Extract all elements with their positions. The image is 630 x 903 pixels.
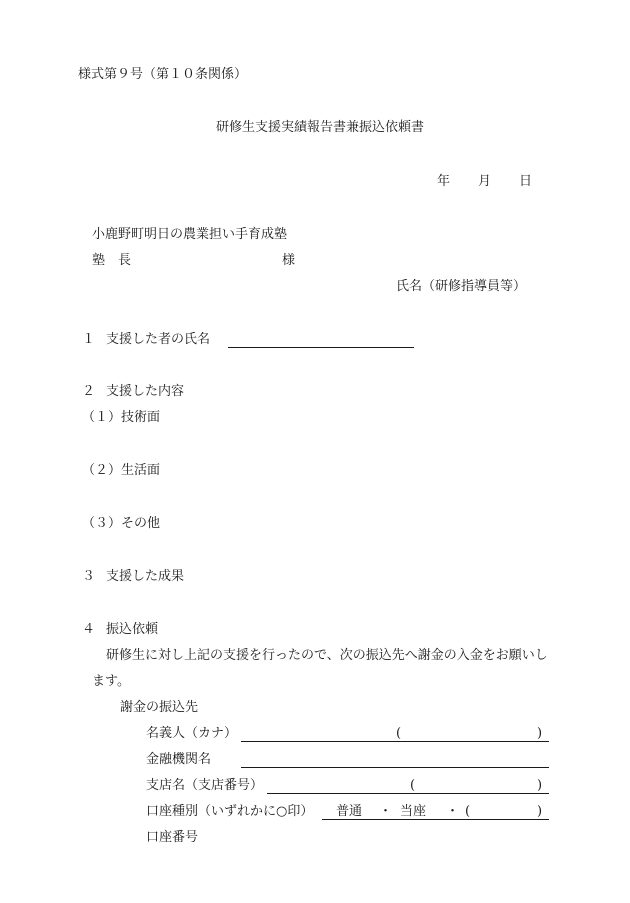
- section1-number: １: [82, 332, 96, 347]
- section1-label: 支援した者の氏名: [106, 332, 211, 347]
- date-year-label: 年: [437, 174, 451, 189]
- account-number-label: 口座番号: [146, 830, 199, 845]
- sender-name-label: 氏名（研修指導員等）: [396, 279, 527, 294]
- support-item-technical: （１）技術面: [82, 410, 161, 425]
- addressee-honorific: 様: [282, 253, 296, 268]
- account-type-toza[interactable]: 当座: [400, 804, 427, 819]
- account-name-paren-open: (: [396, 726, 402, 741]
- branch-name-label: 支店名（支店番号）: [146, 778, 264, 793]
- account-type-paren-open: (: [465, 804, 471, 819]
- account-type-label: 口座種別（いずれかに○印）: [146, 804, 314, 819]
- bank-name-field[interactable]: [241, 767, 549, 768]
- date-day-label: 日: [519, 174, 533, 189]
- account-type-futsu[interactable]: 普通: [336, 804, 363, 819]
- support-item-other: （３）その他: [82, 516, 161, 531]
- supporter-name-field[interactable]: [228, 347, 414, 348]
- request-body-line2: ます。: [92, 674, 130, 689]
- section2-number: ２: [82, 384, 96, 399]
- document-title: 研修生支援実績報告書兼振込依頼書: [216, 120, 425, 135]
- addressee-position: 塾 長: [92, 253, 132, 268]
- account-name-paren-close: ): [537, 726, 543, 741]
- account-type-paren-close: ): [537, 804, 543, 819]
- date-month-label: 月: [478, 174, 492, 189]
- branch-paren-close: ): [537, 778, 543, 793]
- support-item-living: （２）生活面: [82, 463, 161, 478]
- section3-number: ３: [82, 569, 96, 584]
- section4-number: ４: [82, 622, 96, 637]
- account-name-field[interactable]: [241, 741, 549, 742]
- account-type-separator: ・: [446, 804, 460, 819]
- account-name-label: 名義人（カナ）: [146, 726, 238, 741]
- section2-label: 支援した内容: [106, 384, 185, 399]
- section4-label: 振込依頼: [106, 622, 159, 637]
- request-body-line1: 研修生に対し上記の支援を行ったので、次の振込先へ謝金の入金をお願いし: [106, 648, 548, 663]
- branch-paren-open: (: [410, 778, 416, 793]
- addressee-org: 小鹿野町明日の農業担い手育成塾: [92, 227, 288, 242]
- form-number: 様式第９号（第１０条関係）: [78, 67, 248, 82]
- bank-name-label: 金融機関名: [146, 752, 212, 767]
- branch-name-field[interactable]: [267, 793, 549, 794]
- transfer-destination-heading: 謝金の振込先: [120, 700, 199, 715]
- account-type-separator: ・: [379, 804, 393, 819]
- section3-label: 支援した成果: [106, 569, 185, 584]
